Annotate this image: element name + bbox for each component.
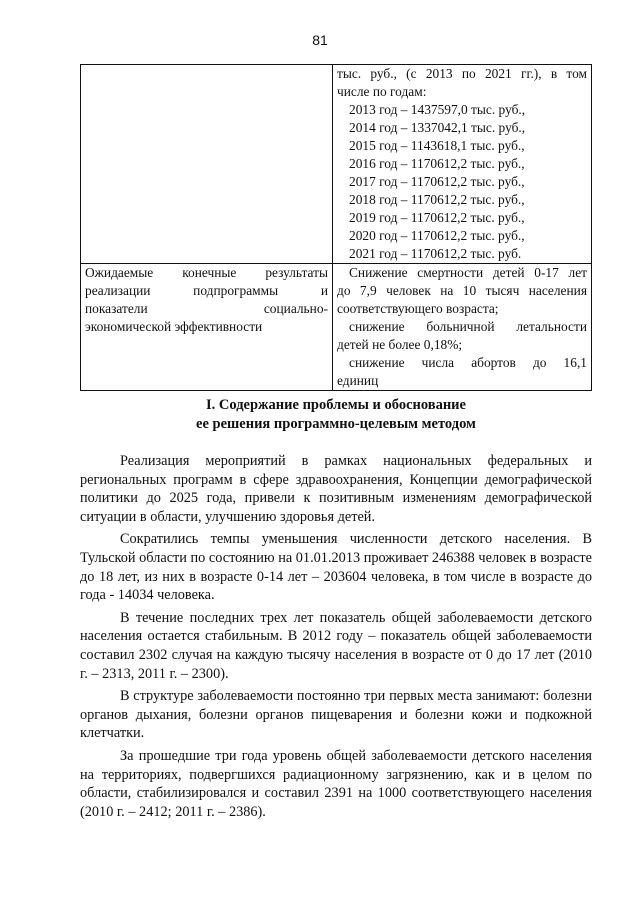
section-title-line: I. Содержание проблемы и обоснование — [206, 397, 466, 413]
result-item-line: снижение числа абортов до 16,1 — [349, 355, 587, 370]
funding-year-line: 2015 год – 1143618,1 тыс. руб., — [349, 138, 525, 153]
funding-year-line: 2016 год – 1170612,2 тыс. руб., — [349, 156, 525, 171]
funding-intro-line: числе по годам: — [337, 84, 427, 99]
results-label-line: экономической эффективности — [85, 319, 263, 334]
result-item-line: снижение больничной летальности — [349, 319, 587, 334]
page-number: 81 — [312, 32, 328, 48]
paragraph: Реализация мероприятий в рамках национальных федеральных и региональных программ в сфере здравоохранения, Концепции демографической политики до 2025 года, привели к позитивным изменениям демографической ситуации в области, улучшению здоровья детей. — [80, 453, 592, 525]
funding-year-line: 2021 год – 1170612,2 тыс. руб. — [349, 246, 522, 261]
funding-year-line: 2018 год – 1170612,2 тыс. руб., — [349, 192, 525, 207]
funding-value-cell — [333, 65, 592, 264]
program-table — [80, 64, 592, 391]
funding-year-line: 2017 год – 1170612,2 тыс. руб., — [349, 174, 525, 189]
results-value-cell — [333, 264, 592, 391]
table-row-results — [81, 264, 592, 391]
result-item-line: соответствующего возраста; — [337, 301, 499, 316]
funding-label-cell — [81, 65, 333, 264]
body-text — [80, 452, 592, 825]
paragraph: В течение последних трех лет показатель общей заболеваемости детского населения остается стабильным. В 2012 году – показатель общей заболеваемости составил 2302 случая на каждую тысячу населения в возрасте от 0 до 17 лет (2010 г. – 2313, 2011 г. – 2300). — [80, 609, 592, 682]
paragraph: Сократились темпы уменьшения численности детского населения. В Тульской области по состоянию на 01.01.2013 проживает 246388 человек в возрасте до 18 лет, из них в возрасте 0-14 лет – 203604 человека, в том числе в возрасте до года - 14034 человека. — [80, 531, 592, 604]
section-title — [80, 396, 592, 434]
funding-year-list — [337, 101, 587, 263]
funding-year-line: 2020 год – 1170612,2 тыс. руб., — [349, 228, 525, 243]
section-title-line: ее решения программно-целевым методом — [196, 416, 476, 432]
results-label-cell — [81, 264, 333, 391]
table-row-funding — [81, 65, 592, 264]
paragraph: В структуре заболеваемости постоянно три первых места занимают: болезни органов дыхания, болезни органов пищеварения и болезни кожи и подкожной клетчатки. — [80, 688, 592, 742]
result-item-line: единиц — [337, 373, 379, 388]
result-item-line: до 7,9 человек на 10 тысяч населения — [337, 283, 587, 298]
result-item-line: детей не более 0,18%; — [337, 337, 463, 352]
funding-year-line: 2014 год – 1337042,1 тыс. руб., — [349, 120, 526, 135]
results-label-line: реализации подпрограммы и — [85, 283, 328, 298]
funding-year-line: 2013 год – 1437597,0 тыс. руб., — [349, 102, 526, 117]
funding-intro-line: тыс. руб., (с 2013 по 2021 гг.), в том — [337, 66, 587, 81]
paragraph: За прошедшие три года уровень общей заболеваемости детского населения на территориях, подвергшихся радиационному загрязнению, как и в целом по области, стабилизировался и составил 2391 на 1000 соответствующего населения (2010 г. – 2412; 2011 г. – 2386). — [80, 747, 592, 820]
results-label-line: показатели социально- — [85, 301, 328, 316]
results-label-line: Ожидаемые конечные результаты — [85, 265, 328, 280]
result-item-line: Снижение смертности детей 0-17 лет — [349, 265, 587, 280]
funding-year-line: 2019 год – 1170612,2 тыс. руб., — [349, 210, 525, 225]
